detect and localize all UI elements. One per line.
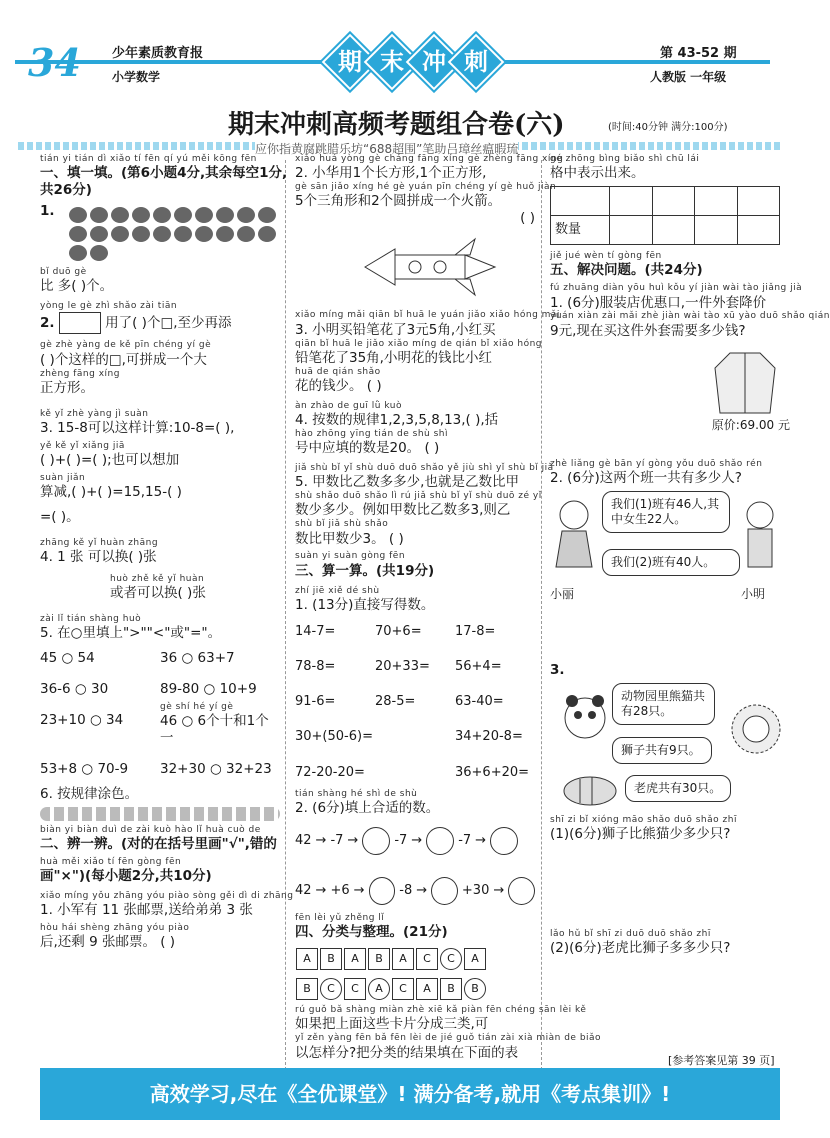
classify-line-2: 以怎样分?把分类的结果填在下面的表 — [295, 1044, 519, 1061]
compare-item[interactable]: 23+10 ○ 34 — [40, 712, 124, 728]
banner: 期 末 冲 刺 — [330, 42, 496, 82]
compare-item[interactable]: 89-80 ○ 10+9 — [160, 681, 257, 698]
pinyin: jiǎ shù bǐ yǐ shù duō duō shǎo yě jiù shì yǐ shù bǐ jiǎ — [295, 463, 554, 473]
speech-bubble-1: 我们(1)班有46人,其中女生22人。 — [602, 491, 730, 533]
classify-line-3: 格中表示出来。 — [550, 165, 645, 182]
edition: 人教版 一年级 — [650, 70, 727, 84]
pinyin: shù shǎo duō shǎo lì rú jiǎ shù bǐ yǐ shù duō zé yǐ — [295, 491, 542, 502]
problem-1-line-2: 9元,现在买这件外套需要多少钱? — [550, 322, 746, 339]
pinyin: lǎo hǔ bǐ shī zi duō duō shǎo zhī — [550, 928, 711, 939]
question-3-line-3: 算减,( )+( )=15,15-( ) — [40, 484, 182, 501]
pinyin: gé zhōng bìng biǎo shì chū lái — [550, 154, 700, 164]
question-number: 1. — [40, 203, 55, 219]
pinyin: huā de qián shǎo — [295, 366, 381, 377]
calc-item[interactable]: 36+6+20= — [455, 764, 530, 780]
card: A — [344, 948, 366, 970]
speech-bubble-2: 我们(2)班有40人。 — [602, 549, 740, 576]
chain-op: -7 — [394, 832, 408, 848]
calc-item[interactable]: 72-20-20= — [295, 764, 365, 780]
answer-reference: [参考答案见第 39 页] — [668, 1054, 775, 1067]
section-3-heading: 三、算一算。(共19分) — [295, 562, 435, 579]
problem-3-part-2: (2)(6分)老虎比狮子多多少只? — [550, 939, 731, 956]
pinyin: tián shàng hé shì de shù — [295, 788, 418, 799]
pinyin: yě kě yǐ xiǎng jiā — [40, 440, 125, 451]
compare-item[interactable]: 32+30 ○ 32+23 — [160, 761, 272, 777]
question-5-heading: 5. 在○里填上">""<"或"="。 — [40, 625, 222, 642]
pinyin: xiǎo huá yòng gè cháng fāng xíng gè zhèng fāng xíng — [295, 154, 564, 164]
chain-op: -7 — [330, 832, 344, 848]
question-2-line-3: 正方形。 — [40, 379, 94, 396]
rocket-figure — [355, 237, 505, 297]
question-2-line-2: ( )个这样的□,可拼成一个大 — [40, 351, 207, 368]
question-4-line-1: 4. 1 张 可以换( )张 — [40, 549, 157, 566]
answer-apple[interactable] — [426, 827, 454, 855]
card: B — [296, 978, 318, 1000]
panda-figure — [560, 693, 610, 743]
answer-apple[interactable] — [431, 877, 458, 905]
class-scene — [550, 487, 790, 587]
calc-item[interactable]: 70+6= — [375, 623, 422, 639]
card: C — [344, 978, 366, 1000]
card: B — [320, 948, 342, 970]
pinyin: zhí jiē xiě dé shù — [295, 585, 380, 596]
calc-2-heading: 2. (6分)填上合适的数。 — [295, 800, 440, 817]
answer-apple[interactable] — [362, 827, 390, 855]
answer-apple[interactable] — [490, 827, 518, 855]
zoo-scene — [550, 679, 790, 809]
chain-start: 42 — [295, 882, 312, 898]
pinyin: kě yǐ zhè yàng jì suàn — [40, 408, 149, 419]
column-divider — [285, 160, 286, 1070]
section-5-heading: 五、解决问题。(共24分) — [550, 262, 703, 279]
card: B — [464, 978, 486, 1000]
compare-item[interactable]: 45 ○ 54 — [40, 650, 95, 667]
table-label-count: 数量 — [551, 216, 610, 245]
judge-4-line-1: 4. 按数的规律1,2,3,5,8,13,( ),括 — [295, 412, 499, 428]
calc-item[interactable]: 17-8= — [455, 623, 496, 639]
judge-3-line-2: 铅笔花了35角,小明花的钱比小红 — [295, 349, 492, 366]
pinyin: fēn lèi yǔ zhěng lǐ — [295, 913, 385, 923]
table-cell[interactable] — [737, 216, 780, 245]
pinyin: tián yi tián dì xiǎo tí fēn qí yú měi kōng fēn — [40, 154, 257, 164]
pinyin: jiě jué wèn tí gòng fēn — [550, 251, 662, 262]
card: A — [368, 978, 390, 1000]
pinyin: hào zhōng yīng tián de shù shì — [295, 428, 448, 439]
pinyin: suàn jiǎn — [40, 472, 86, 483]
question-2-line-1: 2. 用了( )个□,至少再添 — [40, 312, 280, 334]
judge-1-line-2: 后,还剩 9 张邮票。 ( ) — [40, 934, 176, 951]
calc-item[interactable]: 78-8= — [295, 658, 336, 674]
judge-1-line-1: 1. 小军有 11 张邮票,送给弟弟 3 张 — [40, 902, 253, 919]
issue-range: 第 43-52 期 — [660, 46, 737, 61]
section-2-points: 画"×")(每小题2分,共10分) — [40, 868, 212, 885]
pinyin: hòu hái shèng zhāng yóu piào — [40, 923, 190, 934]
original-price: 原价:69.00 元 — [711, 417, 790, 432]
compare-grid — [40, 650, 280, 778]
calc-item[interactable]: 20+33= — [375, 658, 430, 674]
calc-1-heading: 1. (13分)直接写得数。 — [295, 596, 435, 613]
column-3 — [550, 154, 830, 957]
table-cell[interactable] — [610, 216, 653, 245]
classify-table — [550, 186, 780, 245]
card-row-1 — [295, 947, 535, 971]
calc-item[interactable]: 56+4= — [455, 658, 502, 674]
pinyin: rú guǒ bǎ shàng miàn zhè xiē kǎ piàn fēn chéng sān lèi kě — [295, 1005, 587, 1016]
tiger-bubble: 老虎共有30只。 — [625, 775, 731, 802]
lion-figure — [728, 701, 784, 757]
card: B — [368, 948, 390, 970]
chain-op: -8 — [399, 882, 413, 898]
card-row-2 — [295, 977, 535, 1001]
problem-2-text: 2. (6分)这两个班一共有多少人? — [550, 469, 742, 486]
compare-item[interactable]: 53+8 ○ 70-9 — [40, 761, 129, 777]
question-2-text: 用了( )个□,至少再添 — [105, 315, 232, 332]
pinyin: gè zhè yàng de kě pīn chéng yí gè — [40, 340, 212, 351]
card: C — [320, 978, 342, 1000]
problem-3-number: 3. — [550, 661, 565, 678]
panda-bubble: 动物园里熊猫共有28只。 — [612, 683, 715, 725]
card: A — [392, 948, 414, 970]
answer-paren[interactable]: ( ) — [520, 210, 535, 227]
question-3-line-2: ( )+( )=( );也可以想加 — [40, 452, 180, 468]
pinyin: zhè liǎng gè bān yí gòng yǒu duō shǎo rén — [550, 458, 763, 469]
calc-item[interactable]: 91-6= — [295, 694, 336, 710]
chain-start: 42 — [295, 832, 312, 848]
pinyin: gè shí hé yí gè — [160, 702, 234, 712]
compare-item[interactable]: 36 ○ 63+7 — [160, 650, 235, 667]
lion-bubble: 狮子共有9只。 — [612, 737, 712, 764]
newspaper-name: 少年素质教育报 — [112, 46, 204, 61]
time-info: (时间:40分钟 满分:100分) — [608, 122, 728, 133]
card: A — [416, 978, 438, 1000]
judge-3-line-1: 3. 小明买铅笔花了3元5角,小红买 — [295, 321, 496, 338]
compare-item[interactable]: 36-6 ○ 30 — [40, 681, 109, 698]
pinyin: zhèng fāng xíng — [40, 368, 120, 379]
girl-figure — [550, 497, 598, 577]
tiger-figure — [560, 769, 620, 809]
chain-op: -7 — [458, 832, 472, 848]
pinyin: zhāng kě yǐ huàn zhāng — [40, 537, 159, 548]
calc-item[interactable]: 30+(50-6)= — [295, 729, 373, 745]
pinyin: xiǎo míng mǎi qiān bǐ huā le yuán jiǎo xiǎo hóng mǎi — [295, 310, 560, 321]
subject: 小学数学 — [112, 70, 161, 84]
judge-3-line-3: 花的钱少。 ( ) — [295, 377, 382, 394]
section-4-heading: 四、分类与整理。(21分) — [295, 924, 448, 941]
calc-item[interactable] — [375, 729, 455, 745]
color-pattern[interactable] — [40, 807, 280, 821]
question-1-text: 比 多( )个。 — [40, 278, 114, 295]
card: B — [440, 978, 462, 1000]
pinyin: huà měi xiǎo tí fēn gòng fēn — [40, 856, 182, 867]
calc-item[interactable] — [375, 765, 455, 781]
notice-text: 应你指黄腐跳腊乐坊“688超围”笔助吕璋丝瘟暇琉 — [255, 142, 519, 156]
pinyin: shù bǐ jiǎ shù shǎo — [295, 519, 389, 530]
judge-2-line-2: 5个三角形和2个圆拼成一个火箭。 — [295, 193, 502, 210]
apple-group — [69, 207, 279, 261]
apple-chain-1: 42 → -7 → -7 → -7 → — [295, 827, 535, 855]
question-3-line-4: =( )。 — [40, 509, 80, 525]
pinyin: yuán xiàn zài mǎi zhè jiàn wài tào xū yào duō shǎo qián — [550, 311, 830, 322]
table-cell[interactable] — [695, 216, 738, 245]
girl-name: 小丽 — [550, 586, 575, 601]
chain-op: +6 — [330, 882, 350, 898]
section-2-heading: 二、辨一辨。(对的在括号里画"√",错的 — [40, 836, 277, 852]
pinyin: fú zhuāng diàn yōu huì kǒu yí jiàn wài tào jiǎng jià — [550, 283, 803, 294]
pinyin: shī zi bǐ xióng māo shǎo duō shǎo zhī — [550, 814, 737, 825]
pinyin: àn zhào de guī lǜ kuò — [295, 400, 402, 411]
card: C — [416, 948, 438, 970]
problem-3-part-1: (1)(6分)狮子比熊猫少多少只? — [550, 825, 731, 842]
section-1-heading: 一、填一填。(第6小题4分,其余每空1分, — [40, 165, 288, 182]
calc-item[interactable]: 63-40= — [455, 694, 504, 710]
coat-image — [710, 348, 780, 418]
question-3-line-1: 3. 15-8可以这样计算:10-8=( ), — [40, 419, 235, 436]
pinyin: xiǎo míng yǒu zhāng yóu piào sòng gěi dì di zhāng — [40, 891, 294, 901]
problem-1-line-1: 1. (6分)服装店优惠口,一件外套降价 — [550, 294, 767, 311]
pinyin: huò zhě kě yǐ huàn — [110, 574, 205, 584]
column-divider — [541, 160, 542, 1070]
card: C — [392, 978, 414, 1000]
compare-item[interactable]: 46 ○ 6个十和1个一 — [160, 713, 269, 747]
calc-grid — [295, 624, 535, 781]
boy-name: 小明 — [740, 586, 765, 601]
judge-5-line-2: 数少多少。例如甲数比乙数多3,则乙 — [295, 502, 511, 519]
pinyin: qiān bǐ huā le jiǎo xiǎo míng de qián bǐ xiǎo hóng — [295, 338, 543, 349]
judge-5-line-3: 数比甲数少3。 ( ) — [295, 530, 404, 547]
question-6: 6. 按规律涂色。 — [40, 785, 139, 802]
pinyin: yòng le gè zhì shǎo zài tiān — [40, 301, 178, 312]
page-number: 34 — [28, 40, 81, 85]
judge-4-line-2: 号中应填的数是20。 ( ) — [295, 440, 440, 457]
name-labels — [550, 587, 765, 602]
pinyin: zài lǐ tián shàng huò — [40, 614, 142, 625]
table-cell[interactable] — [652, 216, 695, 245]
pinyin: gè sān jiǎo xíng hé gè yuán pīn chéng yí gè huǒ jiàn — [295, 182, 557, 193]
answer-apple[interactable] — [508, 877, 535, 905]
apple-chain-2: 42 → +6 → -8 → +30 → — [295, 877, 535, 905]
question-4-line-2: 或者可以换( )张 — [110, 585, 206, 602]
pinyin: yǐ zěn yàng fēn bǎ fēn lèi de jié guǒ tián zài xià miàn de biǎo — [295, 1033, 602, 1044]
boy-figure — [740, 497, 780, 577]
card: A — [464, 948, 486, 970]
judge-2-line-1: 2. 小华用1个长方形,1个正方形, — [295, 165, 487, 182]
pinyin: bǐ duō gè — [40, 267, 87, 277]
section-1-points: 共26分) — [40, 182, 92, 199]
pinyin: biàn yi biàn duì de zài kuò hào lǐ huà cuò de — [40, 824, 261, 835]
calc-item[interactable]: 28-5= — [375, 694, 416, 710]
card: C — [440, 948, 462, 970]
column-1 — [40, 154, 294, 951]
classify-line-1: 如果把上面这些卡片分成三类,可 — [295, 1016, 489, 1033]
footer-banner: 高效学习,尽在《全优课堂》! 满分备考,就用《考点集训》! — [40, 1068, 780, 1120]
answer-apple[interactable] — [369, 877, 396, 905]
calc-item[interactable]: 34+20-8= — [455, 729, 523, 745]
pinyin: suàn yi suàn gòng fēn — [295, 551, 406, 562]
card: A — [296, 948, 318, 970]
page-title: 期末冲刺高频考题组合卷(六) — [228, 110, 565, 140]
calc-item[interactable]: 14-7= — [295, 623, 336, 639]
judge-5-line-1: 5. 甲数比乙数多多少,也就是乙数比甲 — [295, 474, 519, 491]
chain-op: +30 — [461, 882, 490, 898]
compare-item-wrap — [160, 702, 280, 747]
